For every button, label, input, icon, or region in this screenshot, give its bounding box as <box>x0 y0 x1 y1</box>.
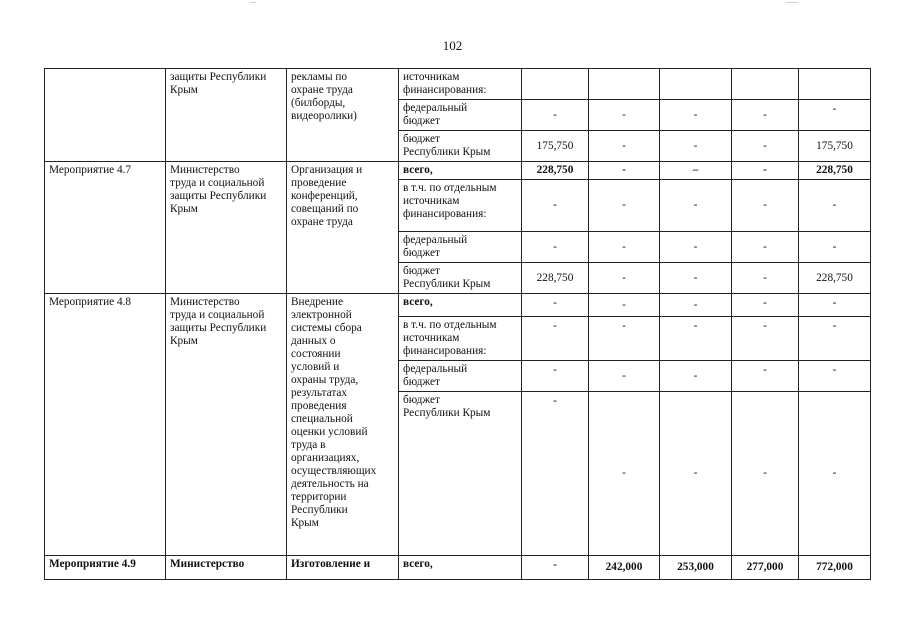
value-cell: - <box>732 317 799 361</box>
value-cell: - <box>799 294 871 317</box>
executor-cell: Министерство <box>166 556 287 580</box>
description-cell: рекламы по охране труда (билборды, видеоролики) <box>287 69 399 162</box>
value-cell: - <box>660 263 732 294</box>
table-row <box>45 556 871 580</box>
value-cell: - <box>660 361 732 392</box>
value-cell: 242,000 <box>589 556 660 580</box>
value-cell: - <box>732 263 799 294</box>
value-cell: - <box>522 556 589 580</box>
value-cell: - <box>732 131 799 162</box>
value-cell <box>799 69 871 100</box>
value-cell: - <box>589 100 660 131</box>
value-cell: 228,750 <box>522 263 589 294</box>
value-cell: - <box>660 131 732 162</box>
executor-cell: Министерство труда и социальной защиты Республики Крым <box>166 294 287 556</box>
value-cell: - <box>589 131 660 162</box>
source-cell: всего, <box>399 294 522 317</box>
value-cell: - <box>522 392 589 556</box>
value-cell: - <box>589 294 660 317</box>
scan-mark <box>250 2 256 3</box>
table-row <box>45 69 871 100</box>
executor-cell: Министерство труда и социальной защиты Республики Крым <box>166 162 287 294</box>
value-cell: - <box>660 317 732 361</box>
description-cell: Организация и проведение конференций, совещаний по охране труда <box>287 162 399 294</box>
source-cell: всего, <box>399 556 522 580</box>
value-cell: 175,750 <box>522 131 589 162</box>
value-cell: - <box>799 361 871 392</box>
value-cell: - <box>732 232 799 263</box>
value-cell: - <box>589 361 660 392</box>
value-cell: - <box>732 361 799 392</box>
value-cell: - <box>799 317 871 361</box>
value-cell: - <box>589 263 660 294</box>
source-cell: всего, <box>399 162 522 180</box>
value-cell: 277,000 <box>732 556 799 580</box>
value-cell: - <box>589 232 660 263</box>
value-cell: - <box>732 100 799 131</box>
value-cell: - <box>522 100 589 131</box>
value-cell: - <box>732 180 799 232</box>
value-cell: - <box>799 180 871 232</box>
value-cell: - <box>732 162 799 180</box>
value-cell <box>660 69 732 100</box>
value-cell: 228,750 <box>522 162 589 180</box>
value-cell <box>589 69 660 100</box>
value-cell: 772,000 <box>799 556 871 580</box>
source-cell: в т.ч. по отдельным источникам финансирования: <box>399 317 522 361</box>
value-cell: - <box>660 232 732 263</box>
source-cell: в т.ч. по отдельным источникам финансирования: <box>399 180 522 232</box>
event-cell: Мероприятие 4.8 <box>45 294 166 556</box>
value-cell: - <box>522 294 589 317</box>
source-cell: бюджет Республики Крым <box>399 263 522 294</box>
source-cell: федеральный бюджет <box>399 361 522 392</box>
value-cell: - <box>660 100 732 131</box>
value-cell: - <box>522 180 589 232</box>
value-cell: - <box>799 392 871 556</box>
value-cell: - <box>522 361 589 392</box>
value-cell: 228,750 <box>799 162 871 180</box>
value-cell: - <box>732 294 799 317</box>
value-cell: - <box>799 100 871 131</box>
value-cell: - <box>589 180 660 232</box>
table-row <box>45 294 871 317</box>
page-number: 102 <box>442 38 463 53</box>
source-cell: федеральный бюджет <box>399 100 522 131</box>
value-cell <box>732 69 799 100</box>
event-cell: Мероприятие 4.9 <box>45 556 166 580</box>
value-cell: - <box>660 294 732 317</box>
value-cell: - <box>589 162 660 180</box>
executor-cell: защиты Республики Крым <box>166 69 287 162</box>
source-cell: источникам финансирования: <box>399 69 522 100</box>
funding-table <box>44 68 871 580</box>
description-cell: Внедрение электронной системы сбора данных о состоянии условий и охраны труда, результатах проведения специальной оценки условий труда в организациях, осуществляющих деятельность на территории Республики Крым <box>287 294 399 556</box>
source-cell: бюджет Республики Крым <box>399 392 522 556</box>
source-cell: федеральный бюджет <box>399 232 522 263</box>
value-cell: - <box>732 392 799 556</box>
scan-mark <box>786 2 798 3</box>
table-row <box>45 162 871 180</box>
value-cell: 175,750 <box>799 131 871 162</box>
value-cell: - <box>799 232 871 263</box>
source-cell: бюджет Республики Крым <box>399 131 522 162</box>
value-cell: - <box>589 317 660 361</box>
event-cell <box>45 69 166 162</box>
value-cell: - <box>522 317 589 361</box>
event-cell: Мероприятие 4.7 <box>45 162 166 294</box>
value-cell: - <box>522 232 589 263</box>
value-cell: - <box>589 392 660 556</box>
description-cell: Изготовление и <box>287 556 399 580</box>
value-cell: - <box>660 180 732 232</box>
value-cell <box>522 69 589 100</box>
value-cell: 253,000 <box>660 556 732 580</box>
value-cell: 228,750 <box>799 263 871 294</box>
value-cell: – <box>660 162 732 180</box>
value-cell: - <box>660 392 732 556</box>
